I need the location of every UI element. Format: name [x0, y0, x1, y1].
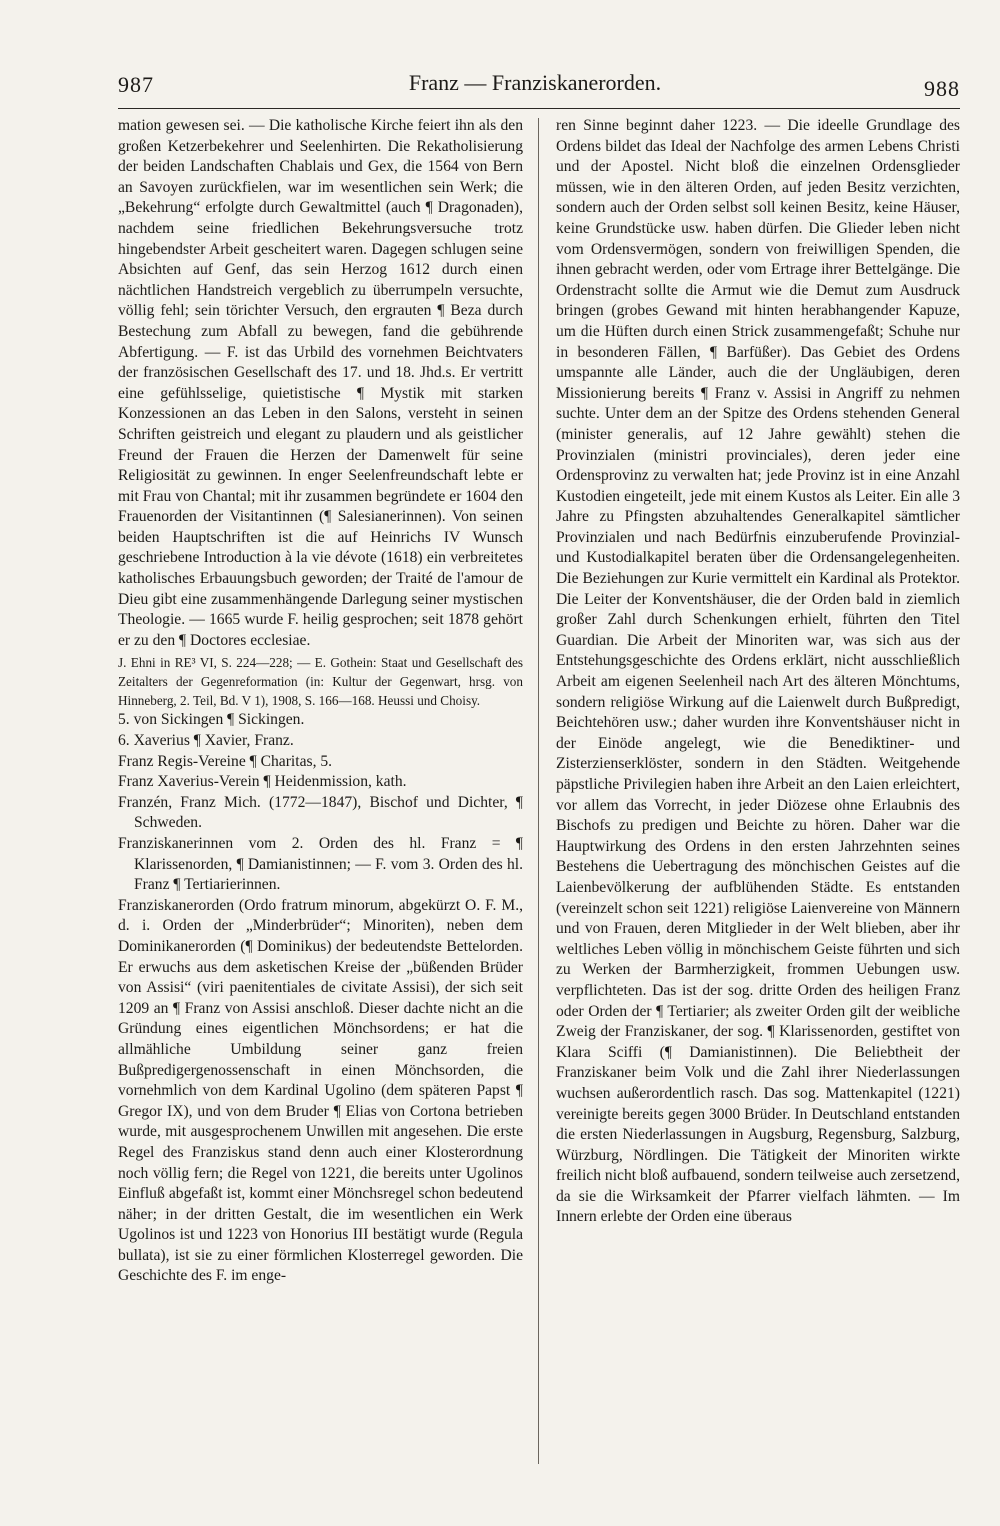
entry-franz-xaverius-verein: Franz Xaverius-Verein ¶ Heidenmission, kath. [118, 773, 407, 791]
left-column [118, 116, 523, 1287]
entry-franziskanerorden-continued: ren Sinne beginnt daher 1223. — Die ideelle Grundlage des Ordens bildet das Ideal der Nachfolge des armen Lebens Christi und der Apostel. Nicht bloß die einzelnen Ordensglieder müssen, wie in den älteren Orden, auf jeden Besitz verzichten, sondern auch der Orden selbst soll keinen Besitz, keine Häuser, keine Grundstücke usw. haben dürfen. Die Glieder leben nicht vom Ordensvermögen, sondern von freiwilligen Spenden, die ihnen gebracht werden, oder vom Ertrage ihrer Bettelgänge. Die Ordenstracht sollte die Armut wie die Demut zum Ausdruck bringen (grobes Gewand mit hinten herabhangender Kapuze, um die Hüften durch einen Strick zusammengefaßt; Schuhe nur in besonderen Fällen, ¶ Barfüßer). Das Gebiet des Ordens umspannte alle Länder, auch die der Ungläubigen, deren Missionierung bereits ¶ Franz v. Assisi in Angriff zu nehmen suchte. Unter dem an der Spitze des Ordens stehenden General (minister generalis, auf 12 Jahre gewählt) stehen die Provinzialen (ministri provinciales), deren jeder eine Ordensprovinz zu verwalten hat; jede Provinz ist in eine Anzahl Kustodien eingeteilt, jede mit einem Kustos als Leiter. Ein alle 3 Jahre zu Pfingsten abzuhaltendes Generalkapitel sämtlicher Provinzialen und nach Bedürfnis einzuberufende Provinzial- und Kustodialkapitel beraten über die Ordensangelegenheiten. Die Beziehungen zur Kurie vermittelt ein Kardinal als Protektor. Die Leiter der Konventshäuser, die der Orden bald in ziemlich großer Zahl durch Schenkungen erhielt, führten den Titel Guardian. Die Arbeit der Minoriten war, was sich aus der Entstehungsgeschichte des Ordens erklärt, nicht ausschließlich Arbeit am eigenen Seelenheil nach Art des älteren Mönchtums, sondern religiöse Wirkung auf die Laienwelt durch Bußpredigt, Beichtehören usw.; daher wurden ihre Konventshäuser nicht in der Einöde angelegt, wie die Benediktiner- und Zisterzienserklöster, sondern in den Städten. Weitgehende päpstliche Privilegien haben ihre Arbeit an den Laien erleichtert, vor allem das Vorrecht, in jeder Diözese ohne Erlaubnis des Bischofs zu predigen und Beichte zu hören. Daher war die Hauptwirkung des Ordens in den ersten Jahrzehnten seines Bestehens die Uebertragung des mönchischen Geistes auf die Laienbevölkerung der aufblühenden Städte. Es entstanden (vereinzelt schon seit 1221) religiöse Laienvereine von Männern und von Frauen, deren Mitglieder in der Welt blieben, aber ihr weltliches Leben völlig in mönchischem Geiste führten und sich zu Werken der Barmherzigkeit, frommen Uebungen usw. verpflichteten. Das ist der sog. dritte Orden des heiligen Franz oder Orden der ¶ Tertiarier; als zweiter Orden gilt der weibliche Zweig der Franziskaner, der sog. ¶ Klarissenorden, gestiftet von Klara Sciffi (¶ Damianistinnen). Die Beliebtheit der Franziskaner beim Volk und die Zahl ihrer Niederlassungen wuchsen außerordentlich rasch. Das sog. Mattenkapitel (1221) vereinigte bereits gegen 3000 Brüder. In Deutschland entstanden die ersten Niederlassungen in Augsburg, Regensburg, Salzburg, Würzburg, Nördlingen. Die Tätigkeit der Minoriten wirkte freilich nicht bloß aufbauend, sondern teilweise auch zersetzend, da sie die Wirksamkeit der Pfarrer vielfach lähmten. — Im Innern erlebte der Orden eine überaus [556, 117, 960, 1226]
page-number-right: 988 [924, 76, 960, 101]
bibliography-references: J. Ehni in RE³ VI, S. 224—228; — E. Gothein: Staat und Gesellschaft des Zeitalters der Gegenreformation (in: Kultur der Gegenwart, hrsg. von Hinneberg, 2. Teil, Bd. V 1), 1908, S. 166—168. Heussi und Choisy. [118, 655, 523, 709]
entry-text-continued: mation gewesen sei. — Die katholische Kirche feiert ihn als den großen Ketzerbekehrer und Seelenhirten. Die Rekatholisierung der beiden Landschaften Chablais und Gex, die 1564 von Bern an Savoyen zurückfielen, war im wesentlichen sein Werk; die „Bekehrung“ erfolgte durch Gewaltmittel (auch ¶ Dragonaden), nachdem seine friedlichen Bekehrungsversuche trotz hingebendster Arbeit gescheitert waren. Dagegen schlugen seine Absichten auf Genf, das sein Herzog 1612 durch einen nächtlichen Handstreich vergeblich zu überrumpeln versuchte, völlig fehl; sein törichter Versuch, den ergrauten ¶ Beza durch Bestechung zum Abfall zu bewegen, fand die gebührende Abfertigung. — F. ist das Urbild des vornehmen Beichtvaters der französischen Gesellschaft des 17. und 18. Jhd.s. Er vertritt eine gefühlsselige, quietistische ¶ Mystik mit starken Konzessionen an das Leben in den Salons, versteht in seinen Schriften geistreich und elegant zu plaudern und als geistlicher Freund der Frauen die Herzen der Damenwelt für seine Religiosität zu gewinnen. In enger Seelenfreundschaft lebte er mit Frau von Chantal; mit ihr zusammen begründete er 1604 den Frauenorden der Visitantinnen (¶ Salesianerinnen). Von seinen beiden Hauptschriften ist die auf Heinrichs IV Wunsch geschriebene Introduction à la vie dévote (1618) ein verbreitetes katholisches Erbauungsbuch geworden; der Traité de l'amour de Dieu gibt eine zusammenhängende Darlegung seiner mystischen Theologie. — 1665 wurde F. heilig gesprochen; seit 1878 gehört er zu den ¶ Doctores ecclesiae. [118, 117, 523, 649]
right-column [556, 116, 960, 1228]
entry-franziskanerinnen: Franziskanerinnen vom 2. Orden des hl. Franz = ¶ Klarissenorden, ¶ Damianistinnen; — F. vom 3. Orden des hl. Franz ¶ Tertiarierinnen. [118, 835, 523, 894]
entry-franziskanerorden: Franziskanerorden (Ordo fratrum minorum, abgekürzt O. F. M., d. i. Orden der „Minderbrüder“; Minoriten), neben dem Dominikanerorden (¶ Dominikus) der bedeutendste Bettelorden. Er erwuchs aus dem asketischen Kreise der „büßenden Brüder von Assisi“ (viri paenitentiales de civitate Assisi), der sich seit 1209 an ¶ Franz von Assisi anschloß. Dieser dachte nicht an die Gründung eines eigentlichen Mönchsordens; er hat die allmähliche Umbildung seiner ganz freien Bußpredigergenossenschaft in einen Mönchsorden, die vornehmlich von dem Kardinal Ugolino (dem späteren Papst ¶ Gregor IX), und von dem Bruder ¶ Elias von Cortona betrieben wurde, mit ausgesprochenem Unwillen mit angesehen. Die erste Regel des Franziskus stand denn auch einer Klosterordnung noch völlig fern; die Regel von 1221, die bereits unter Ugolinos Einfluß abgefaßt ist, kommt einer Mönchsregel schon bedeutend näher; in der dritten Gestalt, die im wesentlichen ein Werk Ugolinos ist und 1223 von Honorius III bestätigt wurde (Regula bullata), ist sie zu einer förmlichen Klosterregel geworden. Die Geschichte des F. im enge- [118, 896, 523, 1285]
running-title: Franz — Franziskanerorden. [408, 70, 662, 95]
entry-franzen: Franzén, Franz Mich. (1772—1847), Bischof und Dichter, ¶ Schweden. [118, 793, 523, 832]
entry-franz-regis-vereine: Franz Regis-Vereine ¶ Charitas, 5. [118, 752, 333, 770]
entry-xaverius: 6. Xaverius ¶ Xavier, Franz. [118, 732, 294, 750]
header-rule [118, 108, 960, 109]
entry-sickingen: 5. von Sickingen ¶ Sickingen. [118, 711, 305, 729]
column-divider [538, 118, 539, 1464]
page-number-left: 987 [118, 72, 154, 97]
page-header [110, 64, 960, 104]
